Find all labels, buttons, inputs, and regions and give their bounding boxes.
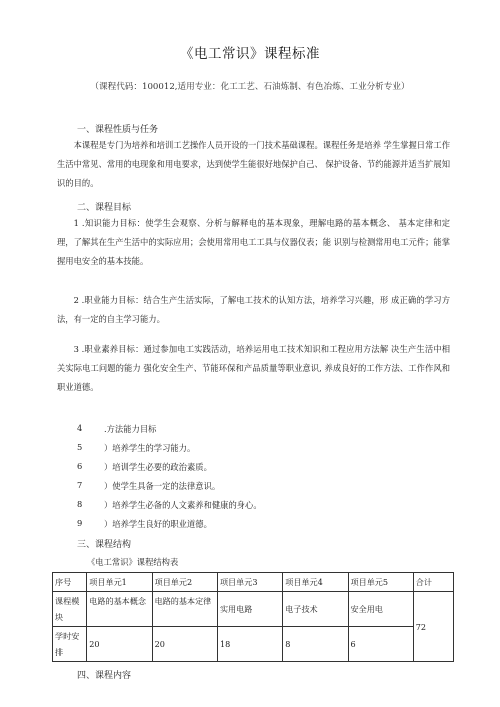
table-header-row xyxy=(53,573,454,592)
list-item-text: ）培训学生必要的政治素质。 xyxy=(104,462,212,472)
table-caption: 《电工常识》课程结构表 xyxy=(87,557,179,567)
list-item-number: 7 xyxy=(77,480,83,490)
goal-vocational: 2 .职业能力目标：结合生产生活实际，了解电工技术的认知方法，培养学习兴趣，形 成正确的学习方法，有一定的自主学习能力。 xyxy=(57,295,450,325)
list-item-text: ）培养学生必备的人文素养和健康的身心。 xyxy=(104,500,262,510)
row-label-modules: 课程模块 xyxy=(53,592,87,627)
goal-professional: 3 .职业素养目标：通过参加电工实践活动，培养运用电工技术知识和工程应用方法解 决生产生活中相关实际电工问题的能力 强化安全生产、节能环保和产品质量等职业意识, 养成良好的工作方法、工作作风和职业道德。 xyxy=(57,344,450,393)
table-header-cell: 项目单元2 xyxy=(152,573,217,592)
table-cell: 安全用电 xyxy=(348,592,413,627)
section-heading-structure: 三、课程结构 xyxy=(77,540,132,550)
section-text-nature: 本课程是专门为培养和培训工艺操作人员开设的一门技术基础课程。课程任务是培养 学生掌握日常工作生活中常见、常用的电现象和用电要求，达到使学生能很好地保护自己、 保护设备、节约能源并适当扩展知识的目的。 xyxy=(57,140,450,189)
table-row xyxy=(53,592,454,627)
list-item-text: ）使学生具备一定的法律意识。 xyxy=(104,481,221,491)
table-cell: 8 xyxy=(283,627,348,662)
course-structure-table xyxy=(52,572,454,662)
table-row xyxy=(53,627,454,662)
table-cell: 20 xyxy=(152,627,217,662)
list-item-number: 4 xyxy=(77,423,83,433)
document-title: 《电工常识》课程标准 xyxy=(180,46,320,62)
row-label-hours: 学时安排 xyxy=(53,627,87,662)
document-subtitle: （课程代码：100012,适用专业：化工工艺、石油炼制、有色冶炼、工业分析专业） xyxy=(90,82,410,92)
list-item-number: 6 xyxy=(77,461,83,471)
table-total-cell: 72 xyxy=(413,592,453,662)
table-header-cell: 项目单元5 xyxy=(348,573,413,592)
list-item-number: 8 xyxy=(77,499,83,509)
table-header-cell: 项目单元3 xyxy=(217,573,282,592)
table-cell: 电路的基本概念 xyxy=(87,592,152,627)
table-header-cell: 项目单元4 xyxy=(283,573,348,592)
table-cell: 电子技术 xyxy=(283,592,348,627)
table-cell: 实用电路 xyxy=(217,592,282,627)
table-header-cell: 序号 xyxy=(53,573,87,592)
section-heading-goals: 二、课程目标 xyxy=(77,203,132,213)
list-item-text: ）培养学生的学习能力。 xyxy=(104,443,196,453)
table-cell: 电路的基本定律 xyxy=(152,592,217,627)
list-item-number: 5 xyxy=(77,442,83,452)
section-heading-content: 四、课程内容 xyxy=(77,671,132,681)
goal-knowledge: 1 .知识能力目标：使学生会观察、分析与解释电的基本现象，理解电路的基本概念、 基本定律和定理，了解其在生产生活中的实际应用；会使用常用电工工具与仪器仪表；能 识别与检测常用电工元件；能掌握用电安全的基本技能。 xyxy=(57,218,450,267)
table-header-cell: 合计 xyxy=(413,573,453,592)
table-cell: 6 xyxy=(348,627,413,662)
table-header-cell: 项目单元1 xyxy=(87,573,152,592)
table-cell: 20 xyxy=(87,627,152,662)
table-cell: 18 xyxy=(217,627,282,662)
section-heading-nature: 一、课程性质与任务 xyxy=(77,125,159,135)
list-item-number: 9 xyxy=(77,518,83,528)
list-item-text: .方法能力目标 xyxy=(104,424,157,434)
list-item-text: ）培养学生良好的职业道德。 xyxy=(104,519,212,529)
